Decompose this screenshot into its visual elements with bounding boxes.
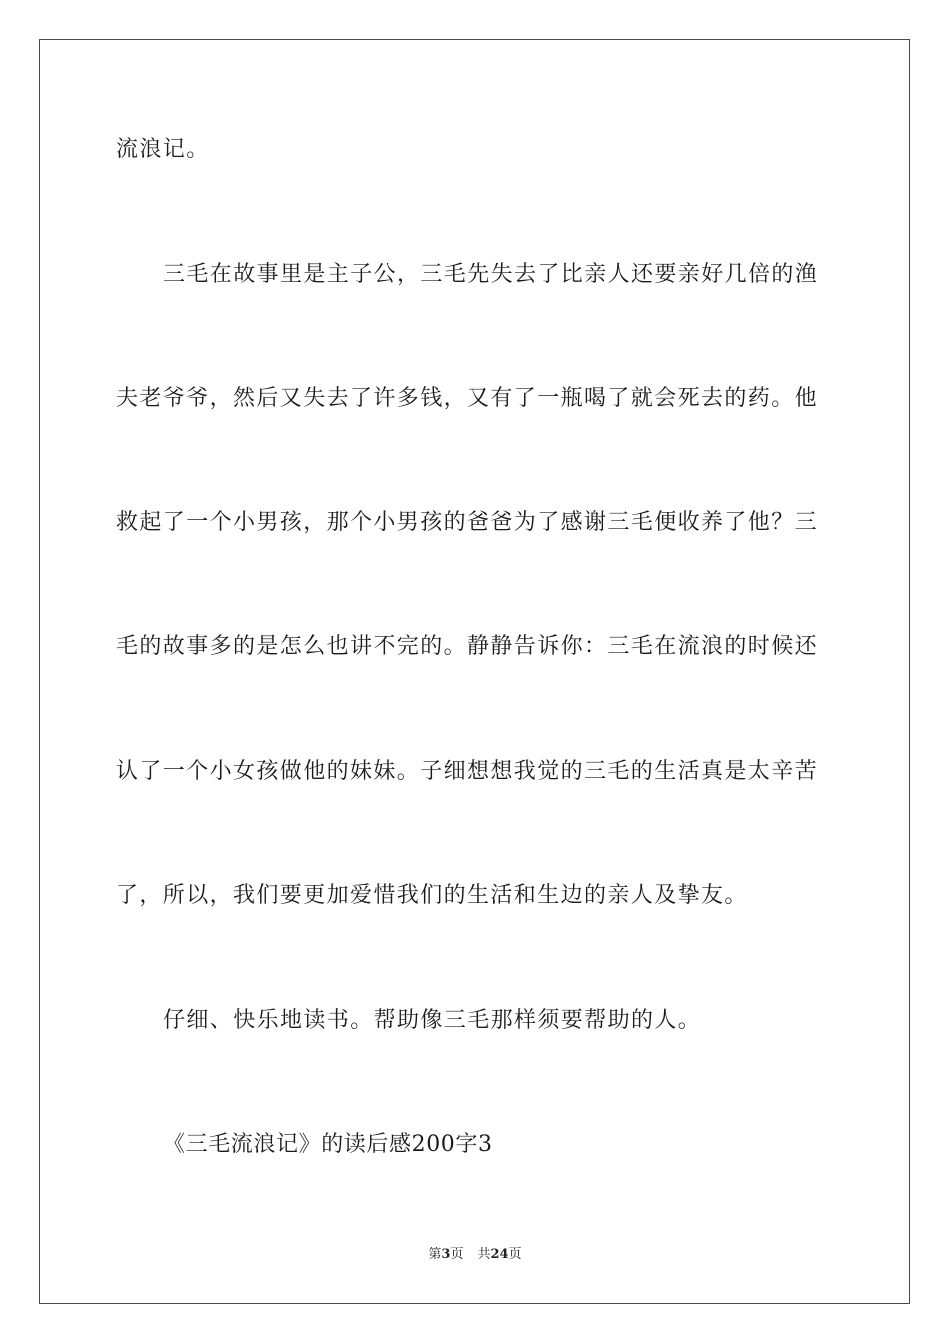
text-line-4: 救起了一个小男孩，那个小男孩的爸爸为了感谢三毛便收养了他？三: [116, 510, 819, 535]
footer-page-prefix: 第: [428, 1247, 442, 1262]
page-frame: [39, 39, 910, 1304]
section-heading: 《三毛流浪记》的读后感200字3: [163, 1132, 493, 1157]
footer-page-number: 3: [441, 1247, 451, 1262]
text-line-5: 毛的故事多的是怎么也讲不完的。静静告诉你：三毛在流浪的时候还: [116, 634, 819, 659]
text-line-3: 夫老爷爷，然后又失去了许多钱，又有了一瓶喝了就会死去的药。他: [116, 386, 819, 411]
page-footer: [0, 1246, 950, 1264]
footer-total-pages: 24: [490, 1247, 509, 1262]
footer-page-suffix: 页: [450, 1247, 464, 1262]
text-line-2: 三毛在故事里是主子公，三毛先失去了比亲人还要亲好几倍的渔: [163, 262, 819, 287]
text-line-7: 了，所以，我们要更加爱惜我们的生活和生边的亲人及挚友。: [116, 883, 748, 908]
text-line-8: 仔细、快乐地读书。帮助像三毛那样须要帮助的人。: [163, 1008, 702, 1033]
text-line-1: 流浪记。: [116, 137, 210, 162]
footer-total-prefix: 共: [477, 1247, 491, 1262]
footer-total-suffix: 页: [508, 1247, 522, 1262]
text-line-6: 认了一个小女孩做他的妹妹。子细想想我觉的三毛的生活真是太辛苦: [116, 759, 819, 784]
